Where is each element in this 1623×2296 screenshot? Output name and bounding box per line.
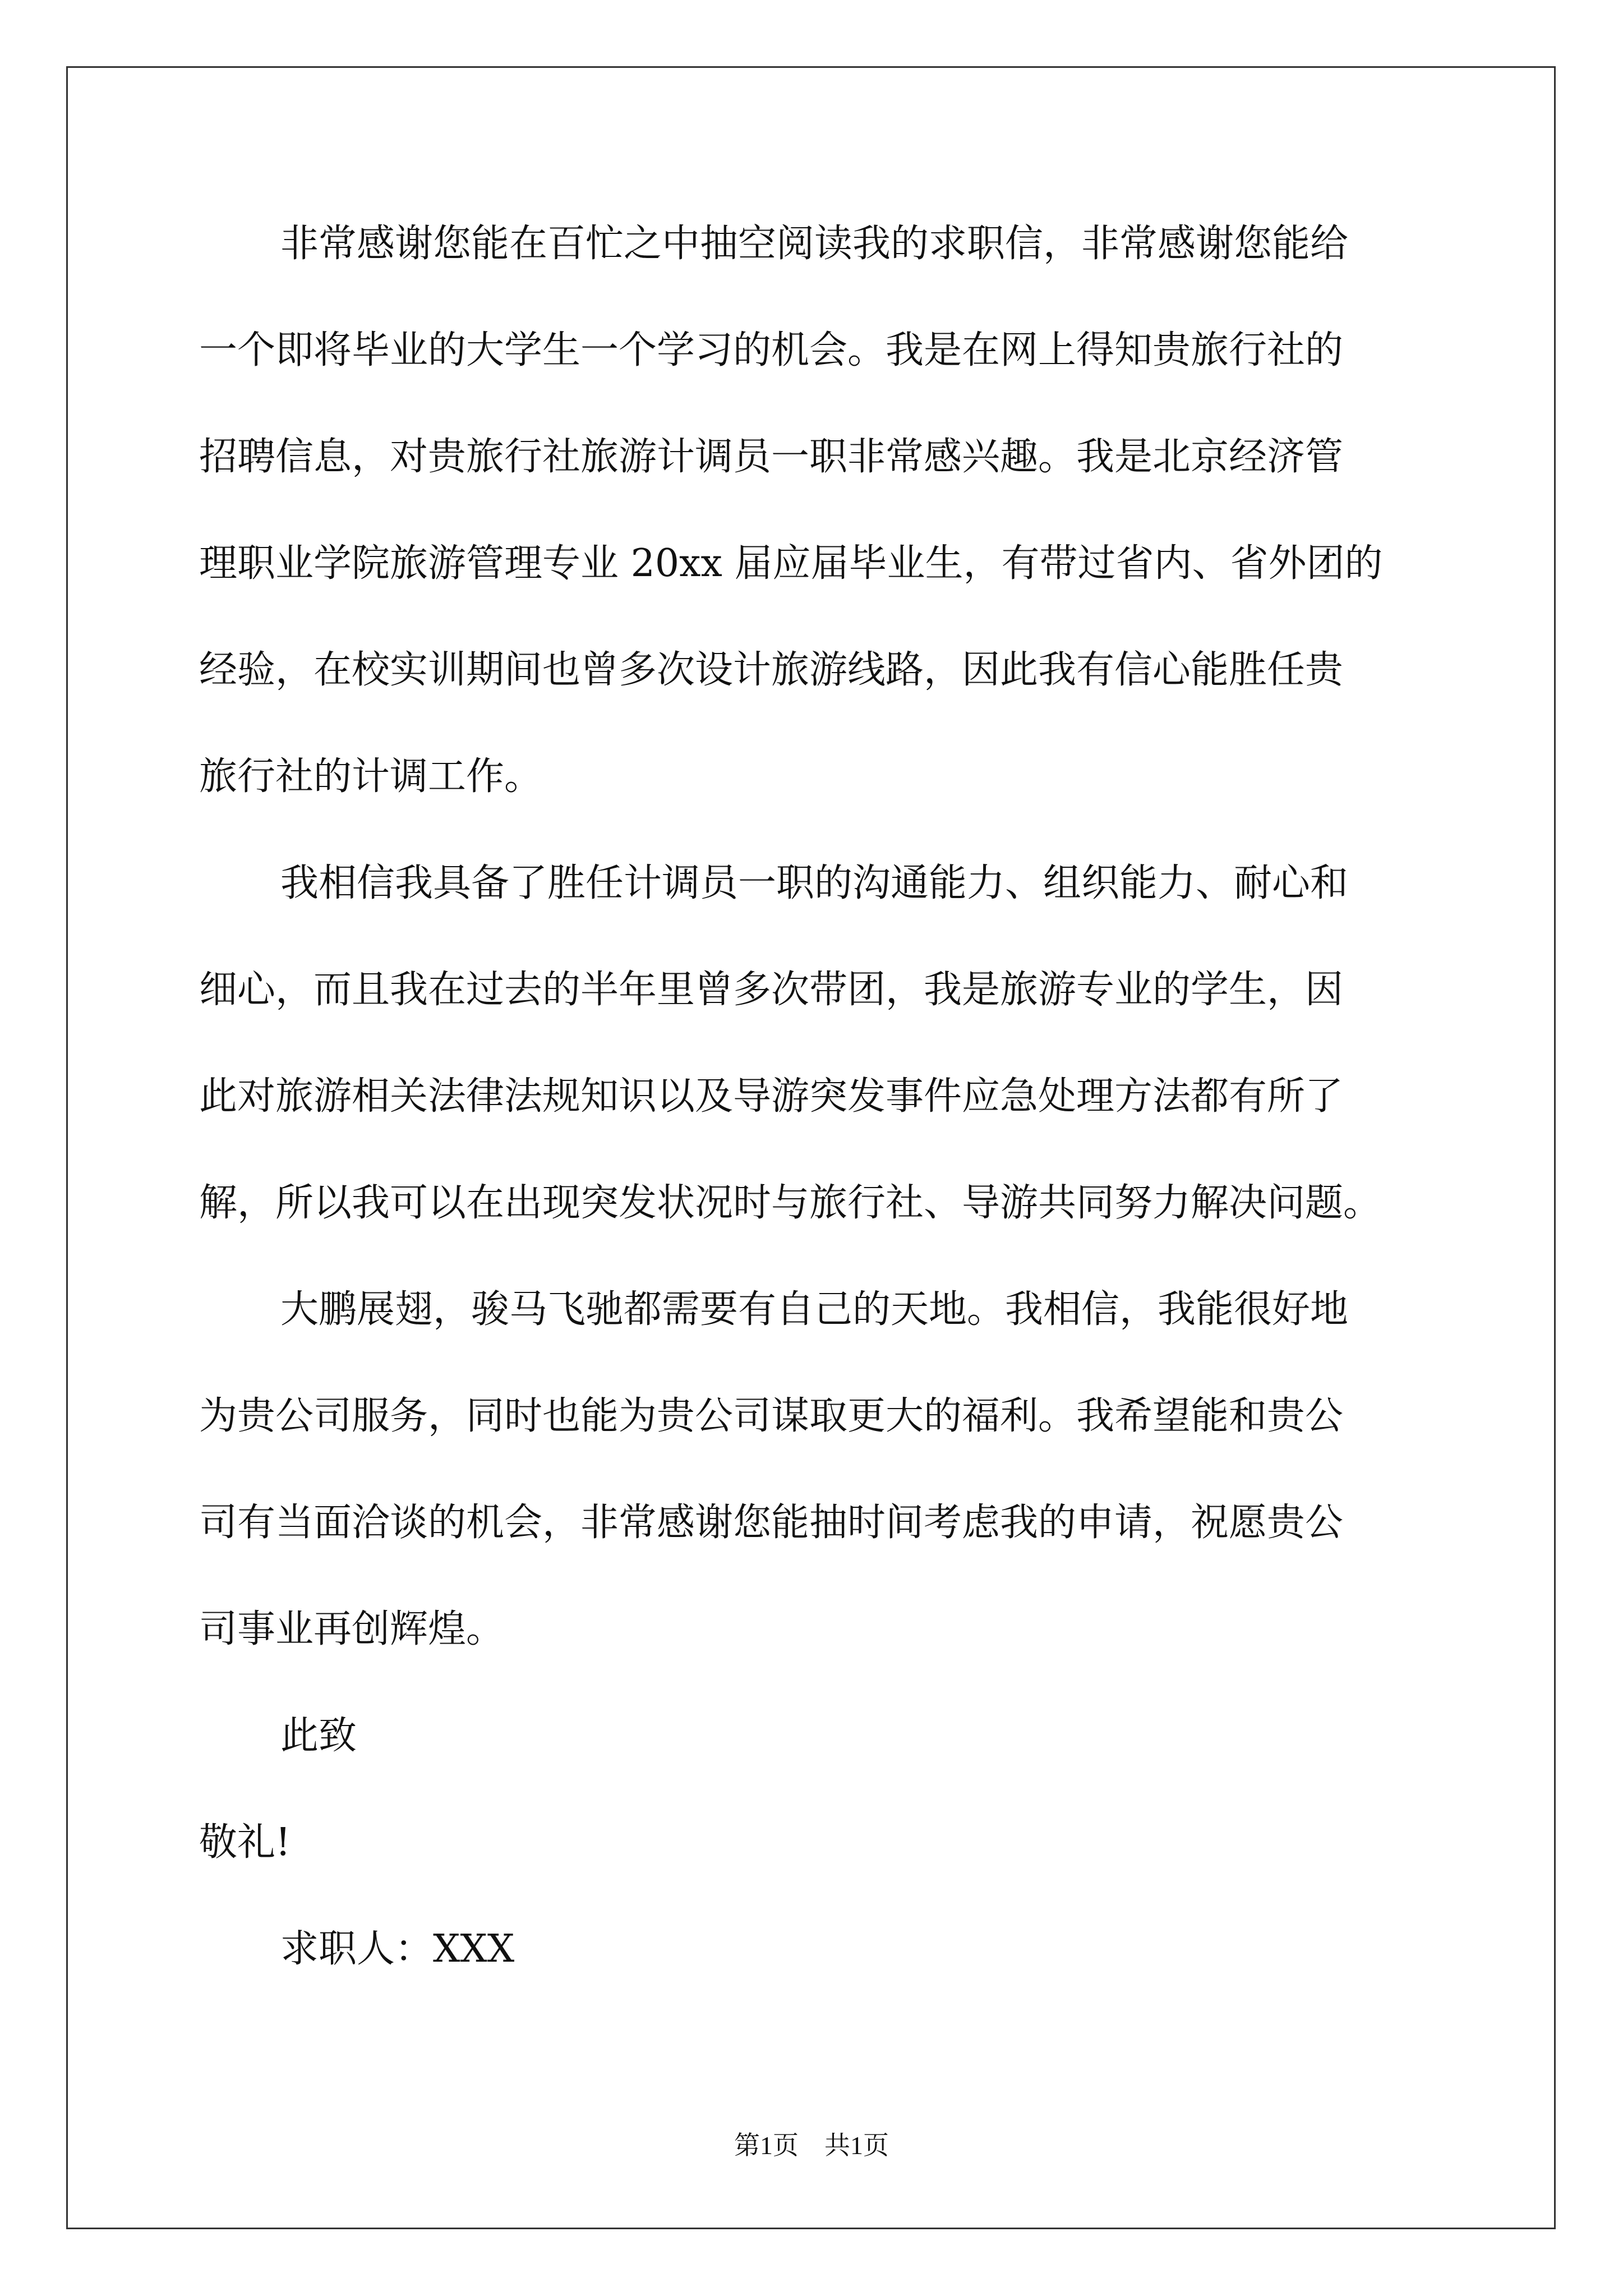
paragraph-2-line-1: 我相信我具备了胜任计调员一职的沟通能力、组织能力、耐心和: [280, 861, 1349, 905]
paragraph-1-line-4: 理职业学院旅游管理专业 20xx 届应届毕业生，有带过省内、省外团的: [199, 541, 1383, 586]
paragraph-1-line-5: 经验，在校实训期间也曾多次设计旅游线路，因此我有信心能胜任贵: [199, 648, 1344, 692]
paragraph-1-line-1: 非常感谢您能在百忙之中抽空阅读我的求职信，非常感谢您能给: [280, 222, 1349, 266]
page-footer: 第1页 共1页: [734, 2131, 889, 2160]
closing-text: 此致: [280, 1714, 357, 1758]
paragraph-3-line-2: 为贵公司服务，同时也能为贵公司谋取更大的福利。我希望能和贵公: [199, 1394, 1344, 1438]
paragraph-2-line-4: 解，所以我可以在出现突发状况时与旅行社、导游共同努力解决问题。: [199, 1181, 1382, 1225]
signature-text: 求职人：XXX: [280, 1927, 515, 1971]
paragraph-3-line-4: 司事业再创辉煌。: [199, 1607, 505, 1651]
paragraph-3-line-1: 大鹏展翅，骏马飞驰都需要有自己的天地。我相信，我能很好地: [280, 1287, 1349, 1332]
page-border: [66, 66, 1556, 2229]
paragraph-2-line-3: 此对旅游相关法律法规知识以及导游突发事件应急处理方法都有所了: [199, 1074, 1344, 1119]
paragraph-3-line-3: 司有当面洽谈的机会，非常感谢您能抽时间考虑我的申请，祝愿贵公: [199, 1501, 1344, 1545]
paragraph-1-line-6: 旅行社的计调工作。: [199, 754, 543, 799]
paragraph-1-line-3: 招聘信息，对贵旅行社旅游计调员一职非常感兴趣。我是北京经济管: [199, 435, 1344, 479]
paragraph-2-line-2: 细心，而且我在过去的半年里曾多次带团，我是旅游专业的学生，因: [199, 968, 1344, 1012]
salute-text: 敬礼!: [199, 1820, 291, 1865]
paragraph-1-line-2: 一个即将毕业的大学生一个学习的机会。我是在网上得知贵旅行社的: [199, 328, 1344, 372]
